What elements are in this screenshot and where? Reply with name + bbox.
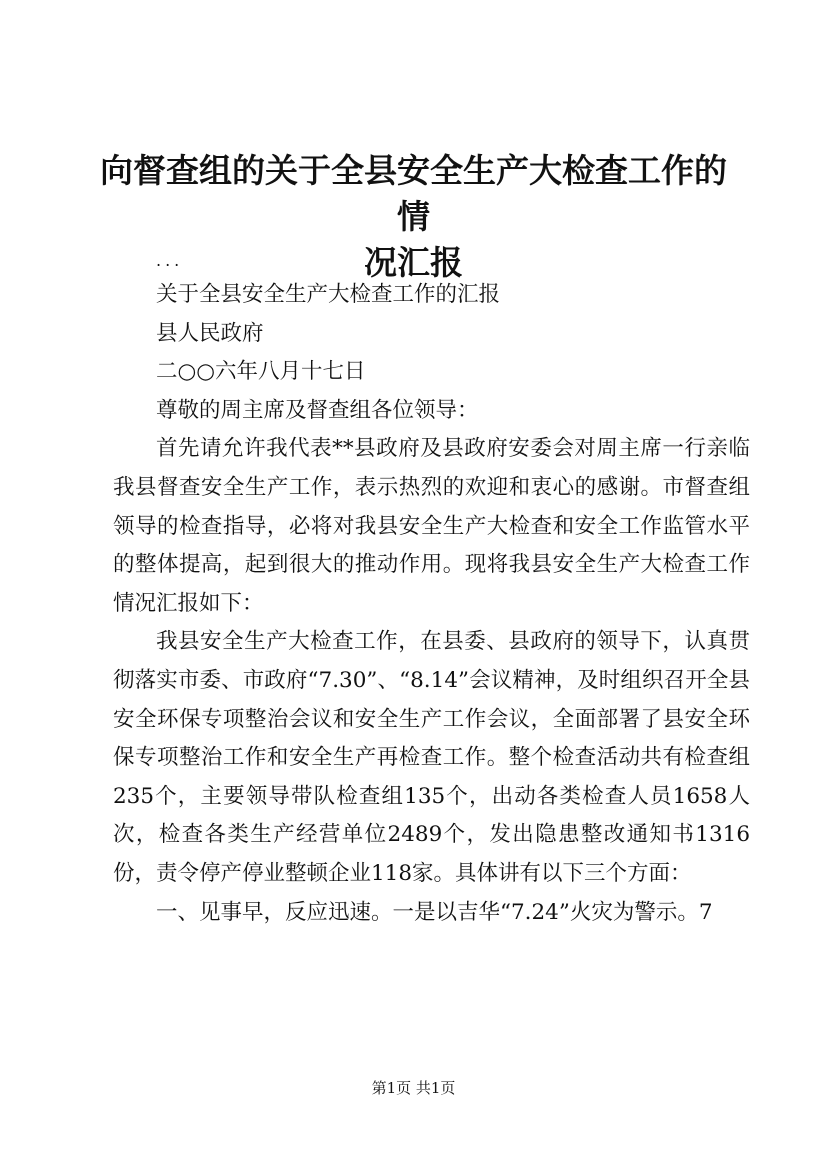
salutation: 尊敬的周主席及督查组各位领导： bbox=[156, 397, 479, 423]
document-body bbox=[113, 246, 750, 932]
report-author: 县人民政府 bbox=[156, 320, 264, 346]
paragraph-intro: 首先请允许我代表**县政府及县政府安委会对周主席一行亲临我县督查安全生产工作，表示热烈的欢迎和衷心的感谢。市督查组领导的检查指导，必将对我县安全生产大检查和安全工作监管水平的整体提高，起到很大的推动作用。现将我县安全生产大检查工作情况汇报如下： bbox=[113, 436, 750, 616]
title-line-1: 向督查组的关于全县安全生产大检查工作的情 bbox=[100, 151, 727, 236]
paragraph-summary: 我县安全生产大检查工作，在县委、县政府的领导下，认真贯彻落实市委、市政府“7.30”、“8.14”会议精神，及时组织召开全县安全环保专项整治会议和安全生产工作会议，全面部署了县安全环保专项整治工作和安全生产再检查工作。整个检查活动共有检查组235个，主要领导带队检查组135个，出动各类检查人员1658人次，检查各类生产经营单位2489个，发出隐患整改通知书1316份，责令停产停业整顿企业118家。具体讲有以下三个方面： bbox=[113, 629, 750, 886]
title-line-2: 况汇报 bbox=[364, 243, 463, 282]
report-date: 二○○六年八月十七日 bbox=[156, 359, 366, 385]
ellipsis-marker: ... bbox=[156, 251, 184, 270]
paragraph-section-one: 一、见事早，反应迅速。一是以吉华“7.24”火灾为警示。7 bbox=[156, 899, 713, 925]
report-subtitle: 关于全县安全生产大检查工作的汇报 bbox=[156, 282, 501, 307]
page-footer: 第1页 共1页 bbox=[371, 1079, 456, 1097]
